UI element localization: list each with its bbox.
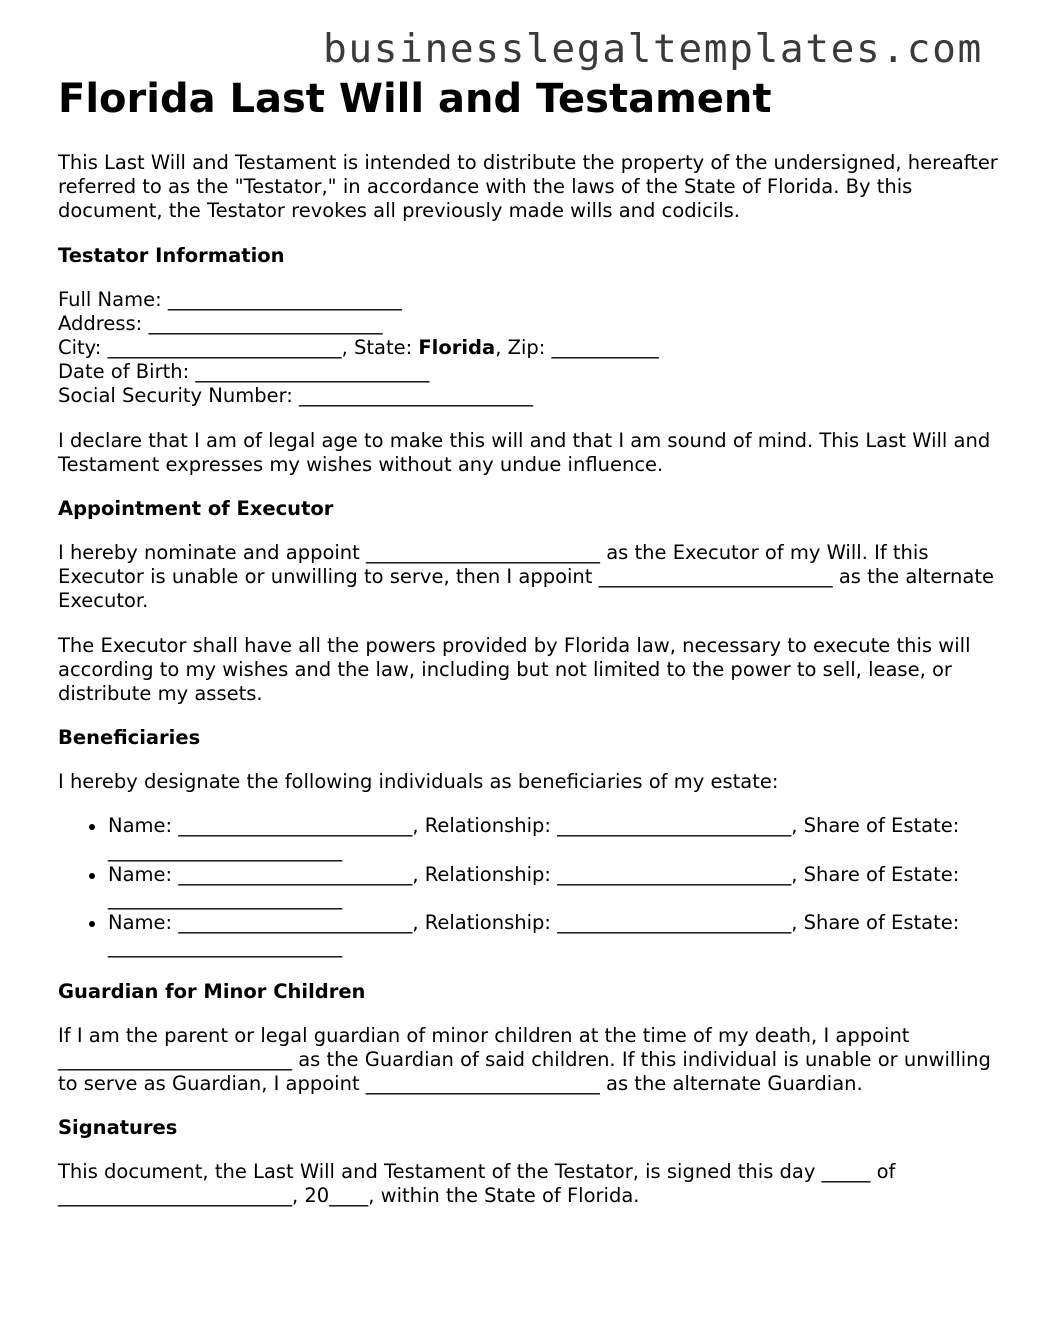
full-name-line: Full Name: ________________________: [58, 287, 402, 311]
city-blank[interactable]: ________________________: [107, 336, 342, 360]
executor-paragraph: I hereby nominate and appoint ________________________ as the Executor of my Will. If this Executor is unable or unwilling to serve, then I appoint ________________________ as the alternate Executor.: [58, 541, 994, 613]
sign-year-blank[interactable]: ____: [329, 1184, 369, 1208]
beneficiaries-intro: I hereby designate the following individuals as beneficiaries of my estate:: [58, 770, 779, 794]
guardian-blank[interactable]: ________________________: [58, 1047, 292, 1071]
executor-blank[interactable]: ________________________: [366, 541, 601, 565]
beneficiaries-list: [58, 814, 998, 959]
list-item: Name: ________________________, Relationship: ________________________, Share of Estate: ________________________: [108, 814, 998, 862]
state-value: Florida: [418, 336, 496, 360]
beneficiary-relationship-blank[interactable]: ________________________: [557, 862, 792, 886]
beneficiary-relationship-blank[interactable]: ________________________: [557, 814, 792, 838]
city-state-zip-line: City: ________________________, State: Florida, Zip: ___________: [58, 336, 659, 360]
guardian-heading: Guardian for Minor Children: [58, 979, 366, 1003]
guardian-paragraph: If I am the parent or legal guardian of minor children at the time of my death, I appoint ________________________ as the Guardian of said children. If this individual is unable or unwilling to serve as Guardian, I appoint ________________________ as the alternate Guardian.: [58, 1023, 991, 1096]
sign-month-blank[interactable]: ________________________: [58, 1184, 292, 1208]
sign-day-blank[interactable]: _____: [821, 1160, 871, 1184]
list-item: Name: ________________________, Relationship: ________________________, Share of Estate: ________________________: [108, 911, 998, 959]
testator-heading: Testator Information: [58, 243, 285, 267]
watermark: businesslegaltemplates.com: [323, 26, 983, 72]
signatures-heading: Signatures: [58, 1116, 178, 1140]
full-name-blank[interactable]: ________________________: [167, 287, 402, 311]
beneficiary-share-blank[interactable]: ________________________: [108, 887, 342, 911]
testator-fields: [58, 288, 998, 409]
intro-paragraph: This Last Will and Testament is intended to distribute the property of the undersigned, hereafter referred to as the "Testator," in accordance with the laws of the State of Florida. By this document, the Testator revokes all previously made wills and codicils.: [58, 151, 998, 223]
document-title: Florida Last Will and Testament: [58, 76, 772, 122]
beneficiaries-heading: Beneficiaries: [58, 726, 201, 750]
executor-heading: Appointment of Executor: [58, 497, 334, 521]
executor-powers-paragraph: The Executor shall have all the powers provided by Florida law, necessary to execute this will according to my wishes and the law, including but not limited to the power to sell, lease, or distribute my assets.: [58, 633, 971, 706]
ssn-line: Social Security Number: ________________________: [58, 384, 534, 408]
address-blank[interactable]: ________________________: [148, 311, 383, 335]
dob-blank[interactable]: ________________________: [195, 360, 430, 384]
beneficiary-name-blank[interactable]: ________________________: [178, 862, 413, 886]
beneficiary-share-blank[interactable]: ________________________: [108, 935, 342, 959]
declaration-paragraph: I declare that I am of legal age to make this will and that I am sound of mind. This Last Will and Testament expresses my wishes without any undue influence.: [58, 428, 991, 476]
beneficiary-name-blank[interactable]: ________________________: [178, 814, 413, 838]
document-page: [58, 76, 998, 1209]
beneficiary-name-blank[interactable]: ________________________: [178, 911, 413, 935]
beneficiary-relationship-blank[interactable]: ________________________: [557, 911, 792, 935]
ssn-blank[interactable]: ________________________: [299, 384, 534, 408]
alternate-guardian-blank[interactable]: ________________________: [365, 1072, 600, 1096]
address-line: Address: ________________________: [58, 311, 383, 335]
dob-line: Date of Birth: ________________________: [58, 360, 430, 384]
signatures-paragraph: This document, the Last Will and Testament of the Testator, is signed this day _____ of ________________________, 20____, within the State of Florida.: [58, 1160, 896, 1208]
beneficiary-share-blank[interactable]: ________________________: [108, 838, 342, 862]
list-item: Name: ________________________, Relationship: ________________________, Share of Estate: ________________________: [108, 863, 998, 911]
zip-blank[interactable]: ___________: [551, 336, 659, 360]
alternate-executor-blank[interactable]: ________________________: [598, 565, 833, 589]
